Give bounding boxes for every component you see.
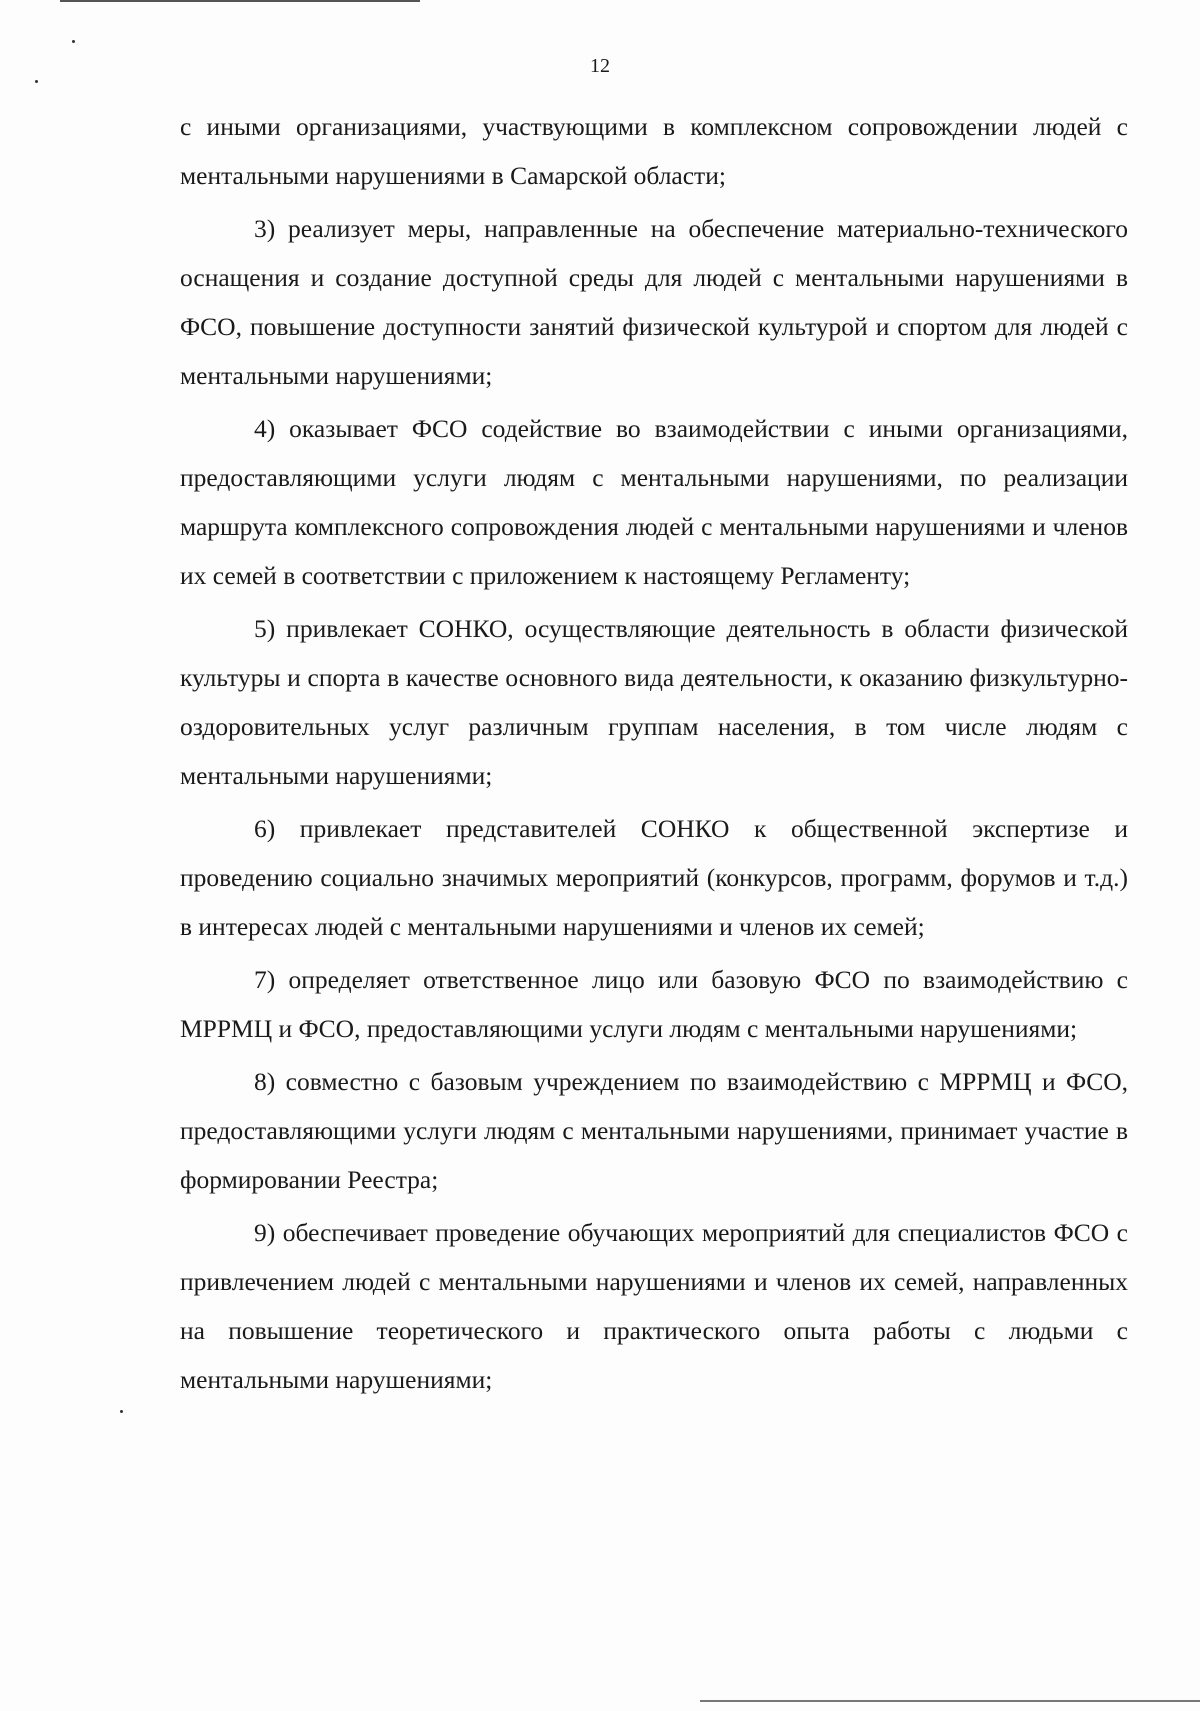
page-number: 12	[590, 55, 610, 77]
paragraph-item-7: 7) определяет ответственное лицо или базовую ФСО по взаимодействию с МРРМЦ и ФСО, предоставляющими услуги людям с ментальными нарушениями;	[180, 965, 1128, 1043]
paragraph-item-6: 6) привлекает представителей СОНКО к общественной экспертизе и проведению социально значимых мероприятий (конкурсов, программ, форумов и т.д.) в интересах людей с ментальными нарушениями и членов их семей;	[180, 814, 1128, 941]
paragraph-item-4: 4) оказывает ФСО содействие во взаимодействии с иными организациями, предоставляющими услуги людям с ментальными нарушениями, по реализации маршрута комплексного сопровождения людей с ментальными нарушениями и членов их семей в соответствии с приложением к настоящему Регламенту;	[180, 414, 1128, 590]
paragraph-item-9: 9) обеспечивает проведение обучающих мероприятий для специалистов ФСО с привлечением людей с ментальными нарушениями и членов их семей, направленных на повышение теоретического и практического опыта работы с людьми с ментальными нарушениями;	[180, 1218, 1128, 1394]
paragraph-item-3: 3) реализует меры, направленные на обеспечение материально-технического оснащения и создание доступной среды для людей с ментальными нарушениями в ФСО, повышение доступности занятий физической культурой и спортом для людей с ментальными нарушениями;	[180, 214, 1128, 390]
scan-edge-bottom	[700, 1700, 1200, 1702]
scan-edge-top	[60, 0, 420, 2]
paragraph-continuation: с иными организациями, участвующими в комплексном сопровождении людей с ментальными нарушениями в Самарской области;	[180, 112, 1128, 190]
scan-speck	[120, 1410, 123, 1413]
paragraph-item-8: 8) совместно с базовым учреждением по взаимодействию с МРРМЦ и ФСО, предоставляющими услуги людям с ментальными нарушениями, принимает участие в формировании Реестра;	[180, 1067, 1128, 1194]
document-body	[180, 102, 1128, 1404]
scan-speck	[72, 40, 75, 43]
scan-speck	[35, 80, 38, 83]
paragraph-item-5: 5) привлекает СОНКО, осуществляющие деятельность в области физической культуры и спорта в качестве основного вида деятельности, к оказанию физкультурно-оздоровительных услуг различным группам населения, в том числе людям с ментальными нарушениями;	[180, 614, 1128, 790]
